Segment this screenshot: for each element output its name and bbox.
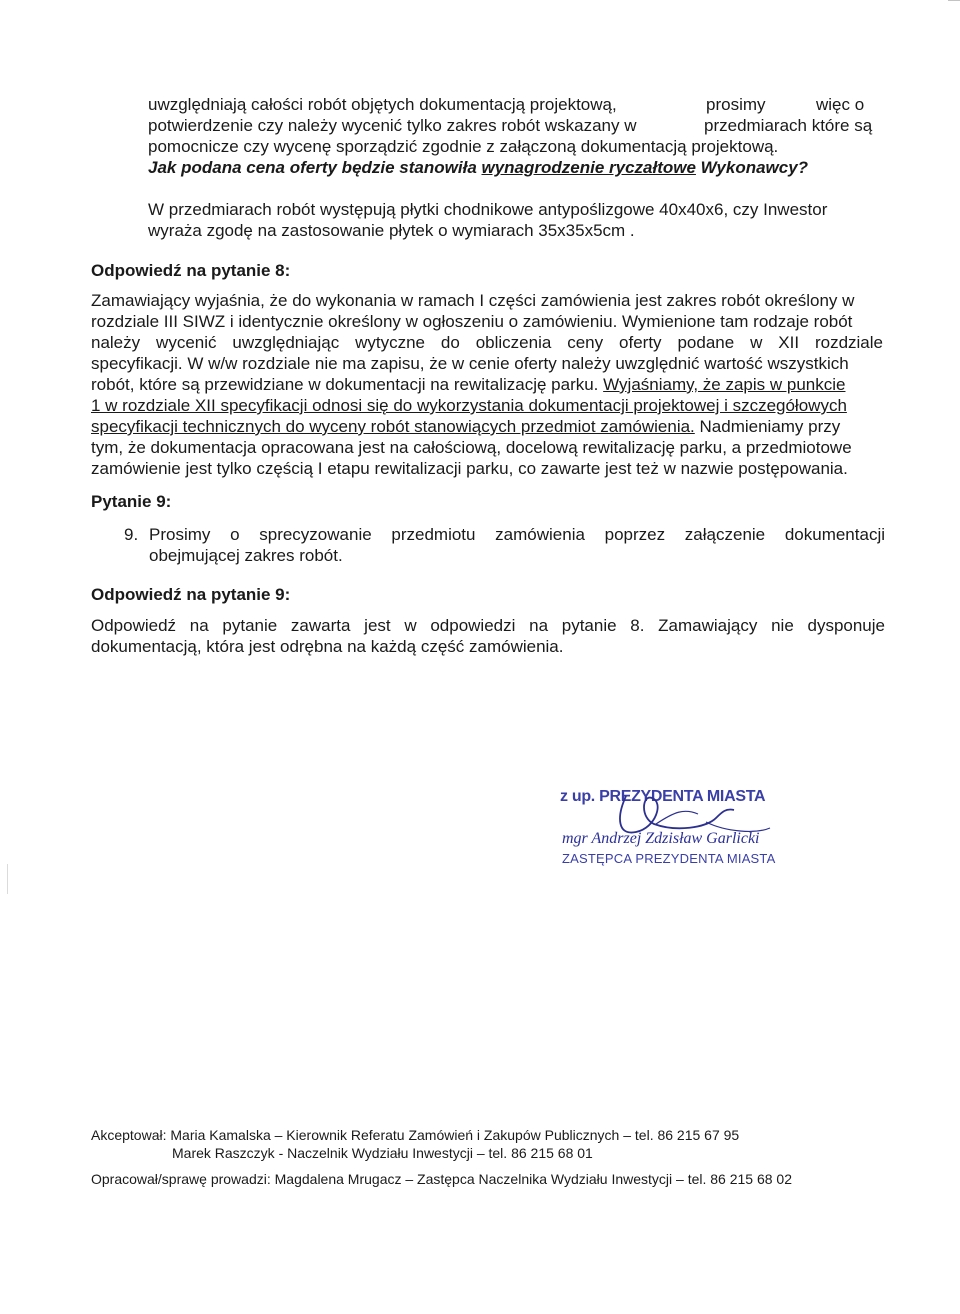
question-8-line-1: W przedmiarach robót występują płytki chodnikowe antypoślizgowe 40x40x6, czy Inwestor (148, 200, 828, 219)
answer-8-line-3: należy wycenić uwzględniając wytyczne do obliczenia ceny oferty podane w XII rozdziale (91, 333, 883, 352)
intro-line-2 (148, 115, 888, 137)
answer-8-line-7-underlined: specyfikacji technicznych do wyceny robót stanowiących przedmiot zamówienia. (91, 417, 695, 436)
intro-line-4-c: Wykonawcy? (695, 158, 809, 177)
intro-line-2-b: przedmiarach które są (704, 116, 873, 135)
answer-8-line-6: 1 w rozdziale XII specyfikacji odnosi się do wykorzystania dokumentacji projektowej i szczegółowych (91, 396, 847, 415)
answer-9-line-2: dokumentacją, która jest odrębna na każdą część zamówienia. (91, 637, 564, 656)
answer-8-line-4: specyfikacji. W w/w rozdziale nie ma zapisu, że w cenie oferty należy uwzględnić wartość wszystkich (91, 354, 849, 373)
answer-9-line-1: Odpowiedź na pytanie zawarta jest w odpowiedzi na pytanie 8. Zamawiający nie dysponuje (91, 616, 885, 635)
footer-prepared-by: Opracował/sprawę prowadzi: Magdalena Mrugacz – Zastępca Naczelnika Wydziału Inwestycji – tel. 86 215 68 02 (91, 1171, 793, 1187)
question-9-line-2: obejmującej zakres robót. (149, 546, 343, 565)
footer-accepted-line-2: Marek Raszczyk - Naczelnik Wydziału Inwestycji – tel. 86 215 68 01 (172, 1145, 593, 1161)
answer-8-line-7-b: Nadmieniamy przy (694, 417, 841, 436)
scan-artifact-left (7, 864, 8, 894)
answer-8-line-8: tym, że dokumentacja opracowana jest na całościową, docelową rewitalizację parku, a przedmiotowe (91, 438, 852, 457)
answer-8-line-5-underlined: Wyjaśniamy, że zapis w punkcie (603, 375, 846, 394)
answer-9-heading: Odpowiedź na pytanie 9: (91, 585, 291, 604)
answer-8-line-1: Zamawiający wyjaśnia, że do wykonania w ramach I części zamówienia jest zakres robót określony w (91, 291, 855, 310)
answer-8-line-9: zamówienie jest tylko częścią I etapu rewitalizacji parku, co zawarte jest też w nazwie postępowania. (91, 459, 848, 478)
stamp-role: ZASTĘPCA PREZYDENTA MIASTA (562, 851, 776, 866)
answer-8-line-7 (91, 416, 840, 438)
lump-sum-remuneration-underlined: wynagrodzenie ryczałtowe (481, 158, 696, 177)
intro-line-1-c: więc o (816, 95, 865, 114)
stamp-signatory-name: mgr Andrzej Zdzisław Garlicki (562, 830, 760, 847)
answer-8-line-5-a: robót, które są przewidziane w dokumentacji na rewitalizację parku. (91, 375, 604, 394)
intro-line-1 (148, 94, 888, 116)
answer-8-line-2: rozdziale III SIWZ i identycznie określony w ogłoszeniu o zamówieniu. Wymienione tam rodzaje robót (91, 312, 853, 331)
intro-line-1-a: uwzględniają całości robót objętych dokumentacją projektową, (148, 95, 617, 114)
intro-line-4-a: Jak podana cena oferty będzie stanowiła (148, 158, 482, 177)
official-stamp (556, 786, 786, 870)
intro-line-2-a: potwierdzenie czy należy wycenić tylko zakres robót wskazany w (148, 116, 637, 135)
scan-artifact-top (948, 0, 960, 1)
question-9-line-1: Prosimy o sprecyzowanie przedmiotu zamówienia poprzez załączenie dokumentacji (149, 525, 885, 544)
intro-line-1-b: prosimy (706, 95, 766, 114)
question-9-number: 9. (124, 525, 139, 544)
stamp-title: z up. PREZYDENTA MIASTA (560, 788, 766, 805)
intro-line-3: pomocnicze czy wycenę sporządzić zgodnie z załączoną dokumentacją projektową. (148, 137, 779, 156)
answer-8-heading: Odpowiedź na pytanie 8: (91, 261, 291, 280)
footer-accepted-line-1: Akceptował: Maria Kamalska – Kierownik Referatu Zamówień i Zakupów Publicznych – tel. 86 215 67 95 (91, 1127, 740, 1143)
intro-line-4 (148, 157, 808, 179)
question-9-heading: Pytanie 9: (91, 492, 172, 511)
question-8-line-2: wyraża zgodę na zastosowanie płytek o wymiarach 35x35x5cm . (148, 221, 635, 240)
answer-8-line-5 (91, 374, 845, 396)
